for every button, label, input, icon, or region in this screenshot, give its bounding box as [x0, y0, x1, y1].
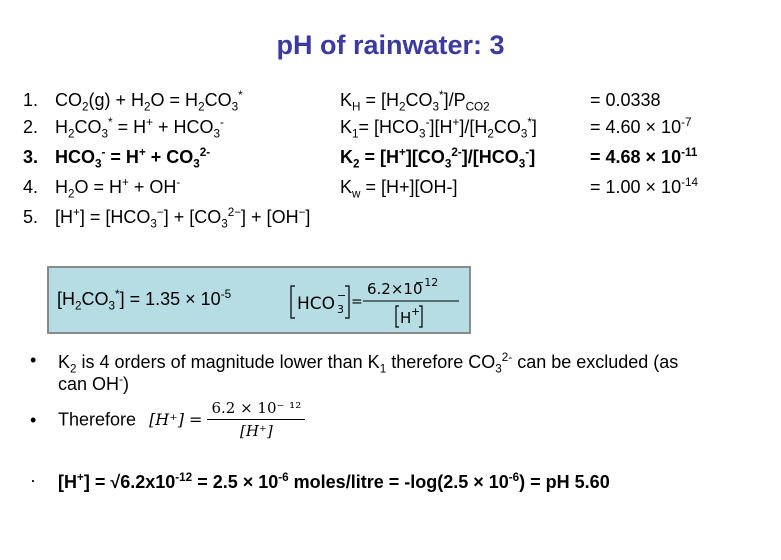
numerator-text: 6.2×10: [367, 280, 423, 298]
h-plus-fraction: [207, 397, 305, 442]
reaction-equation: $HCO_3^- = H^+ + CO_3^{2-}$: [55, 146, 211, 171]
bullet-2-symbol: •: [30, 410, 37, 430]
reaction-equation: $[H^+] = [HCO_3^-] + [CO_3^{2-}] + [OH^-]$: [55, 206, 311, 231]
bullet-1-text: $K_2$ is 4 orders of magnitude lower than $K_1$ therefore $CO_3^{2-}$ can be excluded (as can OH-): [58, 351, 679, 394]
den-left-bracket: [396, 306, 399, 327]
reaction-equation: $CO_2(g) + H_2O = H_2CO_3^*$: [55, 89, 243, 114]
equilibrium-constant: = 0.0338: [590, 90, 661, 110]
equilibrium-constant: = $4.68 \times 10^{-11}$: [590, 146, 698, 167]
concentration-box: [47, 266, 471, 334]
equilibrium-expression: $K_2 = [H^+][CO_3^{2-}]/[HCO_3^-]$: [340, 146, 536, 171]
lhs-superscript: −: [337, 289, 347, 302]
therefore-label: Therefore: [58, 409, 137, 430]
bullet-1-symbol: •: [30, 350, 37, 370]
equation-number: 4.: [23, 177, 39, 197]
bicarbonate-equation: [283, 272, 473, 330]
fraction-denominator: [H⁺]: [239, 422, 273, 440]
bullet-3-text: $[H^+] = √6.2x10^{-12} = 2.5 \times 10^{-6}$ moles/litre = $-\log(2.5 \times 10^{-6})$ = pH 5.60: [58, 471, 610, 492]
left-bracket: [291, 286, 295, 318]
denominator-text: H: [400, 309, 412, 327]
equation-number: 5.: [23, 207, 39, 227]
equation-number: 2.: [23, 117, 39, 137]
equilibrium-constant: = $1.00 \times 10^{-14}$: [590, 176, 698, 197]
reaction-equation: $H_2CO_3^* = H^+ + HCO_3^-$: [55, 116, 224, 141]
equals-sign: =: [351, 294, 363, 310]
equilibrium-expression: $K_H = [H_2CO_3^*]/P_{CO2}$: [340, 89, 490, 114]
h2co3-concentration: $[H_2CO_3^*] = 1.35 \times 10^{-5}$: [57, 288, 232, 313]
fraction-numerator: 6.2 × 10⁻ ¹²: [207, 397, 305, 420]
equation-number: 1.: [23, 90, 39, 110]
bullet-2-text: [58, 397, 305, 442]
lhs-text: HCO: [297, 294, 336, 314]
lhs-subscript: 3: [337, 303, 344, 316]
reaction-equation: $H_2O = H^+ + OH^-$: [55, 176, 181, 201]
equilibrium-expression: $K_1= [HCO_3^-][H^+]/[H_2CO_3^*]$: [340, 116, 537, 141]
equilibrium-expression: $K_w = [H+][OH-]$: [340, 177, 458, 201]
equilibrium-constant: = $4.60 \times 10^{-7}$: [590, 116, 692, 137]
numerator-exponent: −12: [415, 276, 439, 289]
bullet-3-symbol: ·: [30, 470, 36, 490]
equation-number: 3.: [23, 147, 39, 167]
page-title: pH of rainwater: 3: [276, 30, 505, 60]
denominator-superscript: +: [411, 305, 421, 318]
h-plus-lhs: [H⁺] =: [149, 409, 203, 429]
